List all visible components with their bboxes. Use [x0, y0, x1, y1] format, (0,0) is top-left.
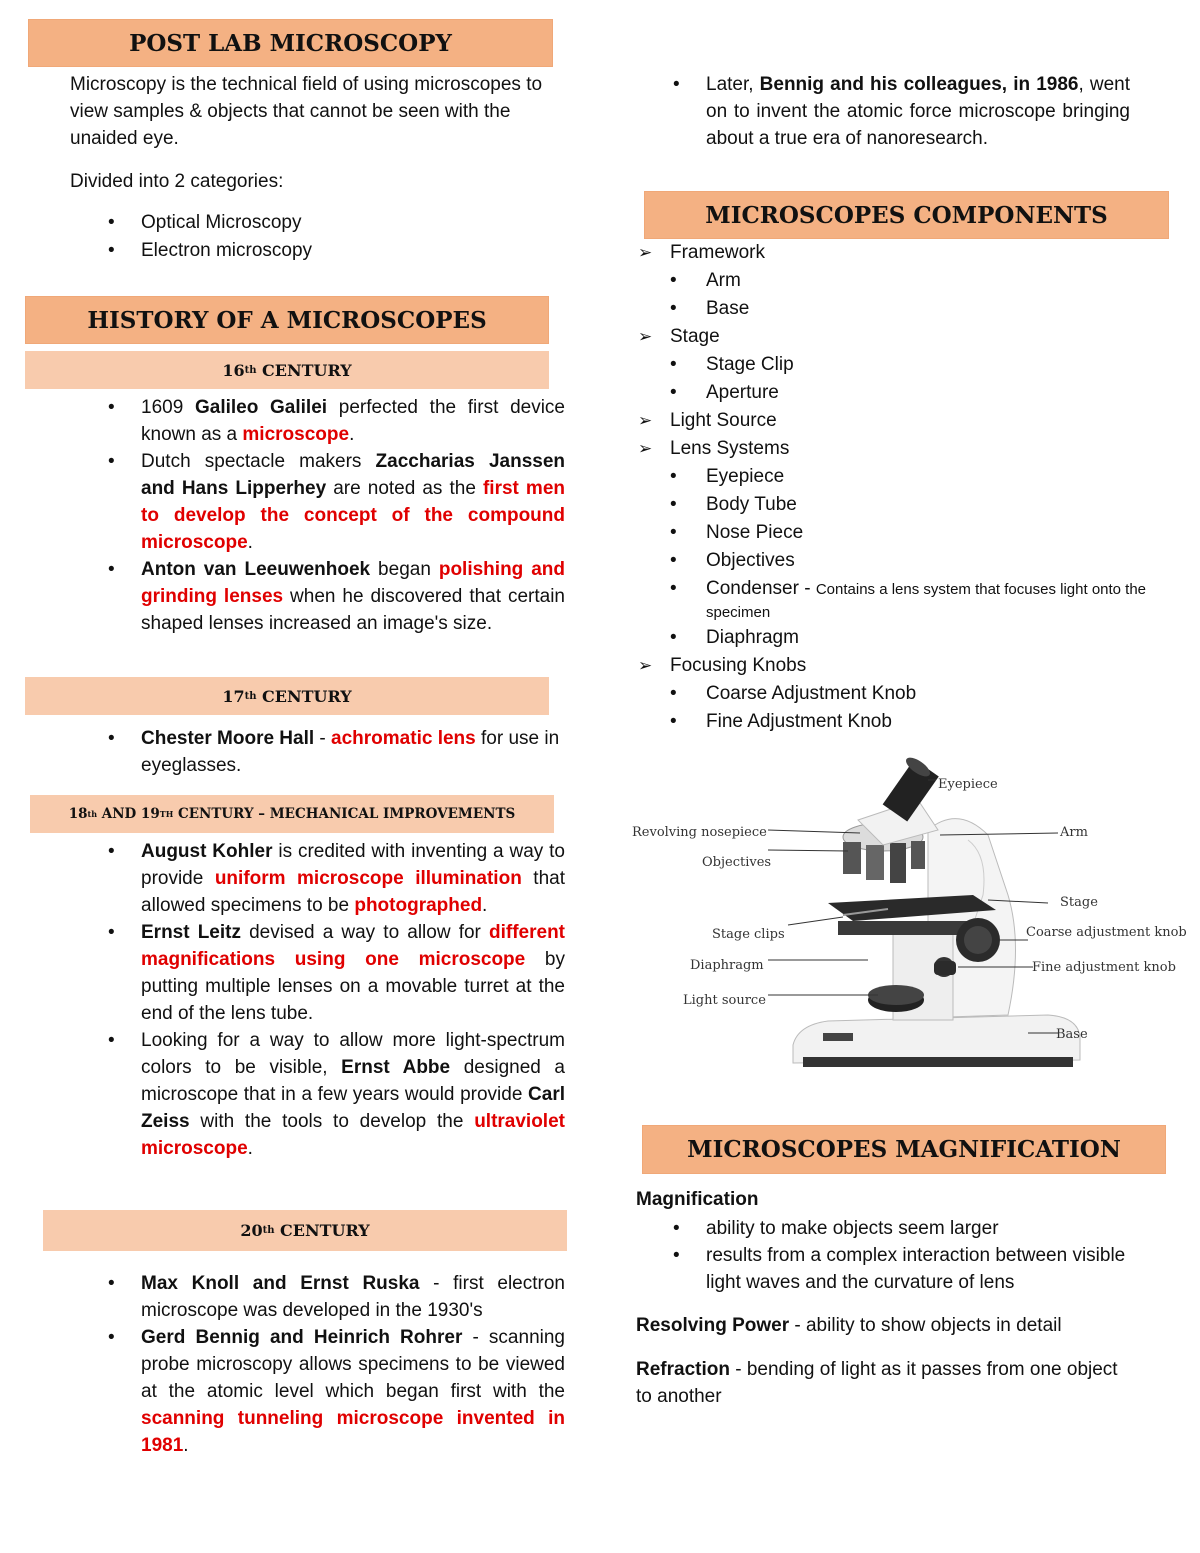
text-run: - first electron microscope was developed in the 1930's — [141, 1273, 565, 1321]
text-run: - ability to show objects in detail — [789, 1315, 1062, 1336]
component-light-source — [638, 407, 1150, 435]
component-stage — [638, 323, 1150, 351]
text-run: . — [247, 1138, 253, 1159]
highlight-run: different magnifications using one microscope — [141, 922, 565, 970]
text-run: with the tools to develop the — [189, 1111, 475, 1132]
highlight-run: first men to develop the concept of the compound microscope — [141, 478, 565, 553]
label-stage-clips: Stage clips — [712, 927, 785, 942]
components-title — [644, 191, 1169, 239]
component-sub: • Arm — [670, 267, 1150, 295]
component-label: Framework — [670, 242, 766, 263]
component-sub: • Nose Piece — [670, 519, 1150, 547]
component-sub: • Diaphragm — [670, 624, 1150, 652]
text-run: - bending of light as it passes from one object to another — [636, 1359, 1118, 1407]
list-item — [141, 725, 565, 779]
text-run: are noted as the — [326, 478, 483, 499]
century-20-list — [141, 1270, 565, 1459]
text-run: perfected the first device known as a — [141, 397, 566, 445]
component-label: Focusing Knobs — [670, 655, 807, 676]
intro-paragraph: Microscopy is the technical field of using microscopes to view samples & objects that cannot be seen with the unaided eye. — [70, 74, 543, 149]
century-18-mid: AND 19 — [97, 806, 160, 822]
refraction — [636, 1356, 1136, 1410]
text-run: . — [183, 1435, 189, 1456]
post-lab-title-text: POST LAB MICROSCOPY — [129, 29, 452, 57]
highlight-run: microscope — [242, 424, 350, 445]
microscope-figure — [628, 745, 1188, 1105]
label-fine-knob: Fine adjustment knob — [1032, 960, 1176, 975]
arrow-icon: ➢ — [638, 243, 653, 262]
post-lab-title — [28, 19, 553, 67]
list-item — [706, 71, 1130, 152]
century-16-num: 16 — [222, 360, 245, 380]
century-17-header — [25, 677, 549, 715]
magnification-head: Magnification — [636, 1189, 759, 1210]
history-title-text: HISTORY OF A MICROSCOPES — [87, 306, 487, 334]
label-objectives: Objectives — [702, 855, 772, 870]
century-17-list — [141, 725, 565, 779]
list-item — [141, 1324, 565, 1459]
text-run: by putting multiple lenses on a movable turret at the end of the lens tube. — [141, 949, 565, 1024]
label-light-source: Light source — [683, 993, 766, 1008]
text-run: - scanning probe microscopy allows specimens to be viewed at the atomic level which began first with the — [141, 1327, 565, 1402]
highlight-run: scanning tunneling microscope invented in 1981 — [141, 1408, 565, 1456]
text-run: - — [314, 728, 332, 749]
text-run: for use in eyeglasses. — [141, 728, 560, 776]
century-20-rest: CENTURY — [274, 1221, 370, 1240]
text-run: designed a microscope that in a few years would provide — [141, 1057, 565, 1105]
bold-run: August Kohler — [141, 841, 273, 862]
condenser-desc: Contains a lens system that focuses light onto the specimen — [706, 581, 1147, 621]
century-20-header — [43, 1210, 567, 1251]
text-run: . — [482, 895, 488, 916]
text-run: is credited with inventing a way to provide — [141, 841, 565, 889]
magnification-list — [706, 1215, 1146, 1296]
later-list — [706, 71, 1130, 152]
bold-run: Resolving Power — [636, 1315, 790, 1336]
label-coarse-knob: Coarse adjustment knob — [1026, 925, 1187, 940]
bold-run: Refraction — [636, 1359, 730, 1380]
magnification-title-text: MICROSCOPES MAGNIFICATION — [687, 1136, 1121, 1163]
list-item — [141, 919, 565, 1027]
bold-run: Chester Moore Hall — [141, 728, 315, 749]
component-framework — [638, 239, 1150, 267]
text-run: Later, — [706, 74, 760, 95]
text-run: . — [247, 532, 253, 553]
highlight-run: polishing and grinding lenses — [141, 559, 565, 607]
categories-list — [141, 209, 561, 264]
text-run: began — [370, 559, 439, 580]
component-sub: • Objectives — [670, 547, 1150, 575]
condenser-label: Condenser — [706, 578, 799, 599]
bold-run: Galileo Galilei — [194, 397, 328, 418]
century-18-num: 18 — [68, 806, 88, 822]
component-sub: • Aperture — [670, 379, 1150, 407]
arrow-icon: ➢ — [638, 327, 653, 346]
bold-run: Gerd Bennig and Heinrich Rohrer — [141, 1327, 463, 1348]
century-18-sup: th — [87, 809, 98, 819]
century-18-sup2: TH — [159, 809, 174, 819]
century-17-sup: th — [244, 690, 257, 702]
component-label: Light Source — [670, 410, 777, 431]
bold-run: Carl Zeiss — [141, 1084, 565, 1132]
label-stage: Stage — [1060, 895, 1098, 910]
magnification-title — [642, 1125, 1166, 1174]
list-item — [141, 1270, 565, 1324]
century-20-sup: th — [262, 1225, 275, 1236]
component-sub: • Eyepiece — [670, 463, 1150, 491]
highlight-run: uniform microscope illumination — [214, 868, 522, 889]
arrow-icon: ➢ — [638, 411, 653, 430]
highlight-run: ultraviolet microscope — [141, 1111, 565, 1159]
component-lens-systems — [638, 435, 1150, 463]
text-run: 1609 — [141, 397, 195, 418]
label-diaphragm: Diaphragm — [690, 958, 764, 973]
century-20-num: 20 — [240, 1221, 263, 1240]
divided-text: Divided into 2 categories: — [70, 171, 284, 192]
list-item — [141, 448, 565, 556]
components-list — [638, 239, 1150, 736]
component-sub: • Coarse Adjustment Knob — [670, 680, 1150, 708]
century-16-header — [25, 351, 549, 389]
resolving-power — [636, 1312, 1136, 1339]
component-sub: • Stage Clip — [670, 351, 1150, 379]
text-run: - — [798, 578, 816, 599]
century-16-list — [141, 394, 565, 637]
text-run: that allowed specimens to be — [141, 868, 565, 916]
label-arm: Arm — [1060, 825, 1088, 840]
text-run: . — [349, 424, 355, 445]
bold-run: Anton van Leeuwenhoek — [141, 559, 371, 580]
bold-run: Bennig and his colleagues, in 1986 — [759, 74, 1079, 95]
label-eyepiece: Eyepiece — [938, 777, 998, 792]
text-run: Looking for a way to allow more light-spectrum colors to be visible, — [141, 1030, 565, 1078]
list-item — [141, 394, 565, 448]
list-item: • Optical Microscopy — [141, 209, 561, 236]
bold-run: Ernst Leitz — [141, 922, 241, 943]
label-revolving-nosepiece: Revolving nosepiece — [632, 825, 767, 840]
text-run: devised a way to allow for — [240, 922, 489, 943]
list-item — [141, 838, 565, 919]
component-sub: • Body Tube — [670, 491, 1150, 519]
list-item — [141, 556, 565, 637]
highlight-run: photographed — [354, 895, 483, 916]
component-focusing-knobs — [638, 652, 1150, 680]
list-item — [141, 1027, 565, 1162]
text-run: , went on to invent the atomic force microscope bringing about a true era of nanoresearch. — [706, 74, 1130, 149]
century-18-rest: CENTURY – MECHANICAL IMPROVEMENTS — [173, 806, 516, 822]
century-17-rest: CENTURY — [256, 686, 352, 706]
bold-run: Ernst Abbe — [341, 1057, 451, 1078]
component-condenser — [670, 575, 1150, 624]
component-sub: • Base — [670, 295, 1150, 323]
components-title-text: MICROSCOPES COMPONENTS — [705, 201, 1108, 229]
century-18-list — [141, 838, 565, 1162]
history-title — [25, 296, 549, 344]
arrow-icon: ➢ — [638, 439, 653, 458]
component-label: Stage — [670, 326, 720, 347]
century-17-num: 17 — [222, 686, 245, 706]
bold-run: Max Knoll and Ernst Ruska — [141, 1273, 420, 1294]
text-run: when he discovered that certain shaped lenses increased an image's size. — [141, 586, 565, 634]
arrow-icon: ➢ — [638, 656, 653, 675]
bold-run: Zaccharias Janssen and Hans Lipperhey — [141, 451, 565, 499]
list-item: • ability to make objects seem larger — [706, 1215, 1146, 1242]
century-16-rest: CENTURY — [256, 360, 352, 380]
century-16-sup: th — [244, 364, 257, 376]
component-label: Lens Systems — [670, 438, 790, 459]
century-18-header — [30, 795, 554, 833]
list-item: • Electron microscopy — [141, 237, 561, 264]
label-base: Base — [1056, 1027, 1088, 1042]
list-item: • results from a complex interaction between visible light waves and the curvature of lens — [706, 1242, 1146, 1296]
text-run: Dutch spectacle makers — [141, 451, 376, 472]
component-sub: • Fine Adjustment Knob — [670, 708, 1150, 736]
highlight-run: achromatic lens — [331, 728, 476, 749]
